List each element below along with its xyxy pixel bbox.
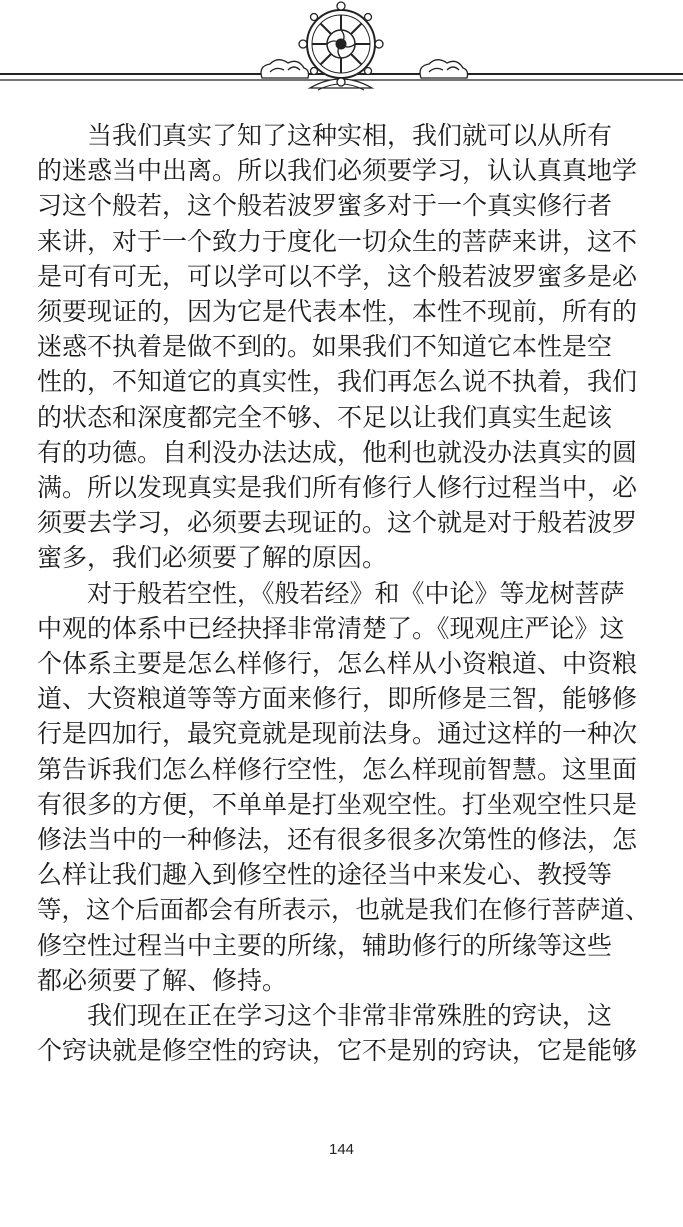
page-number: 144 — [328, 1141, 355, 1158]
text-line: 我们现在正在学习这个非常非常殊胜的窍诀，这 — [87, 1001, 613, 1031]
right-cloud-ornament — [420, 60, 468, 78]
text-line: 的迷惑当中出离。所以我们必须要学习，认认真真地学 — [37, 156, 638, 186]
text-line: 有的功德。自利没办法达成，他利也就没办法真实的圆 — [37, 437, 638, 467]
text-line: 道、大资粮道等等方面来修行，即所修是三智，能够修 — [37, 684, 638, 714]
text-line: 中观的体系中已经抉择非常清楚了。《现观庄严论》这 — [37, 613, 625, 643]
text-line: 来讲，对于一个致力于度化一切众生的菩萨来讲，这不 — [37, 226, 638, 256]
text-line: 个体系主要是怎么样修行，怎么样从小资粮道、中资粮 — [37, 649, 638, 679]
text-line: 当我们真实了知了这种实相，我们就可以从所有 — [87, 121, 613, 150]
text-line: 对于般若空性，《般若经》和《中论》等龙树菩萨 — [87, 578, 625, 608]
text-line: 蜜多，我们必须要了解的原因。 — [37, 543, 388, 573]
paragraph-1 — [37, 118, 657, 576]
text-line: 迷惑不执着是做不到的。如果我们不知道它本性是空 — [37, 332, 613, 362]
paragraph-2 — [37, 576, 657, 998]
text-line: 行是四加行，最究竟就是现前法身。通过这样的一种次 — [37, 719, 638, 749]
left-cloud-ornament — [261, 60, 309, 78]
text-line: 么样让我们趣入到修空性的途径当中来发心、教授等 — [37, 860, 613, 890]
body-text — [37, 118, 657, 1068]
text-line: 等，这个后面都会有所表示，也就是我们在修行菩萨道、 — [37, 895, 650, 925]
text-line: 的状态和深度都完全不够、不足以让我们真实生起该 — [37, 402, 613, 432]
text-line: 都必须要了解、修持。 — [37, 965, 288, 995]
text-line: 修法当中的一种修法，还有很多很多次第性的修法，怎 — [37, 825, 638, 855]
dharma-wheel-icon — [299, 2, 383, 90]
text-line: 须要现证的，因为它是代表本性，本性不现前，所有的 — [37, 297, 638, 327]
text-line: 满。所以发现真实是我们所有修行人修行过程当中，必 — [37, 473, 638, 503]
text-line: 是可有可无，可以学可以不学，这个般若波罗蜜多是必 — [37, 261, 638, 291]
header-ornament — [0, 0, 683, 100]
text-line: 有很多的方便，不单单是打坐观空性。打坐观空性只是 — [37, 789, 638, 819]
text-line: 习这个般若，这个般若波罗蜜多对于一个真实修行者 — [37, 191, 613, 221]
text-line: 个窍诀就是修空性的窍诀，它不是别的窍诀，它是能够 — [37, 1036, 638, 1066]
text-line: 修空性过程当中主要的所缘，辅助修行的所缘等这些 — [37, 930, 613, 960]
text-line: 须要去学习，必须要去现证的。这个就是对于般若波罗 — [37, 508, 638, 538]
paragraph-3 — [37, 998, 657, 1068]
text-line: 第告诉我们怎么样修行空性，怎么样现前智慧。这里面 — [37, 754, 638, 784]
text-line: 性的，不知道它的真实性，我们再怎么说不执着，我们 — [37, 367, 638, 397]
